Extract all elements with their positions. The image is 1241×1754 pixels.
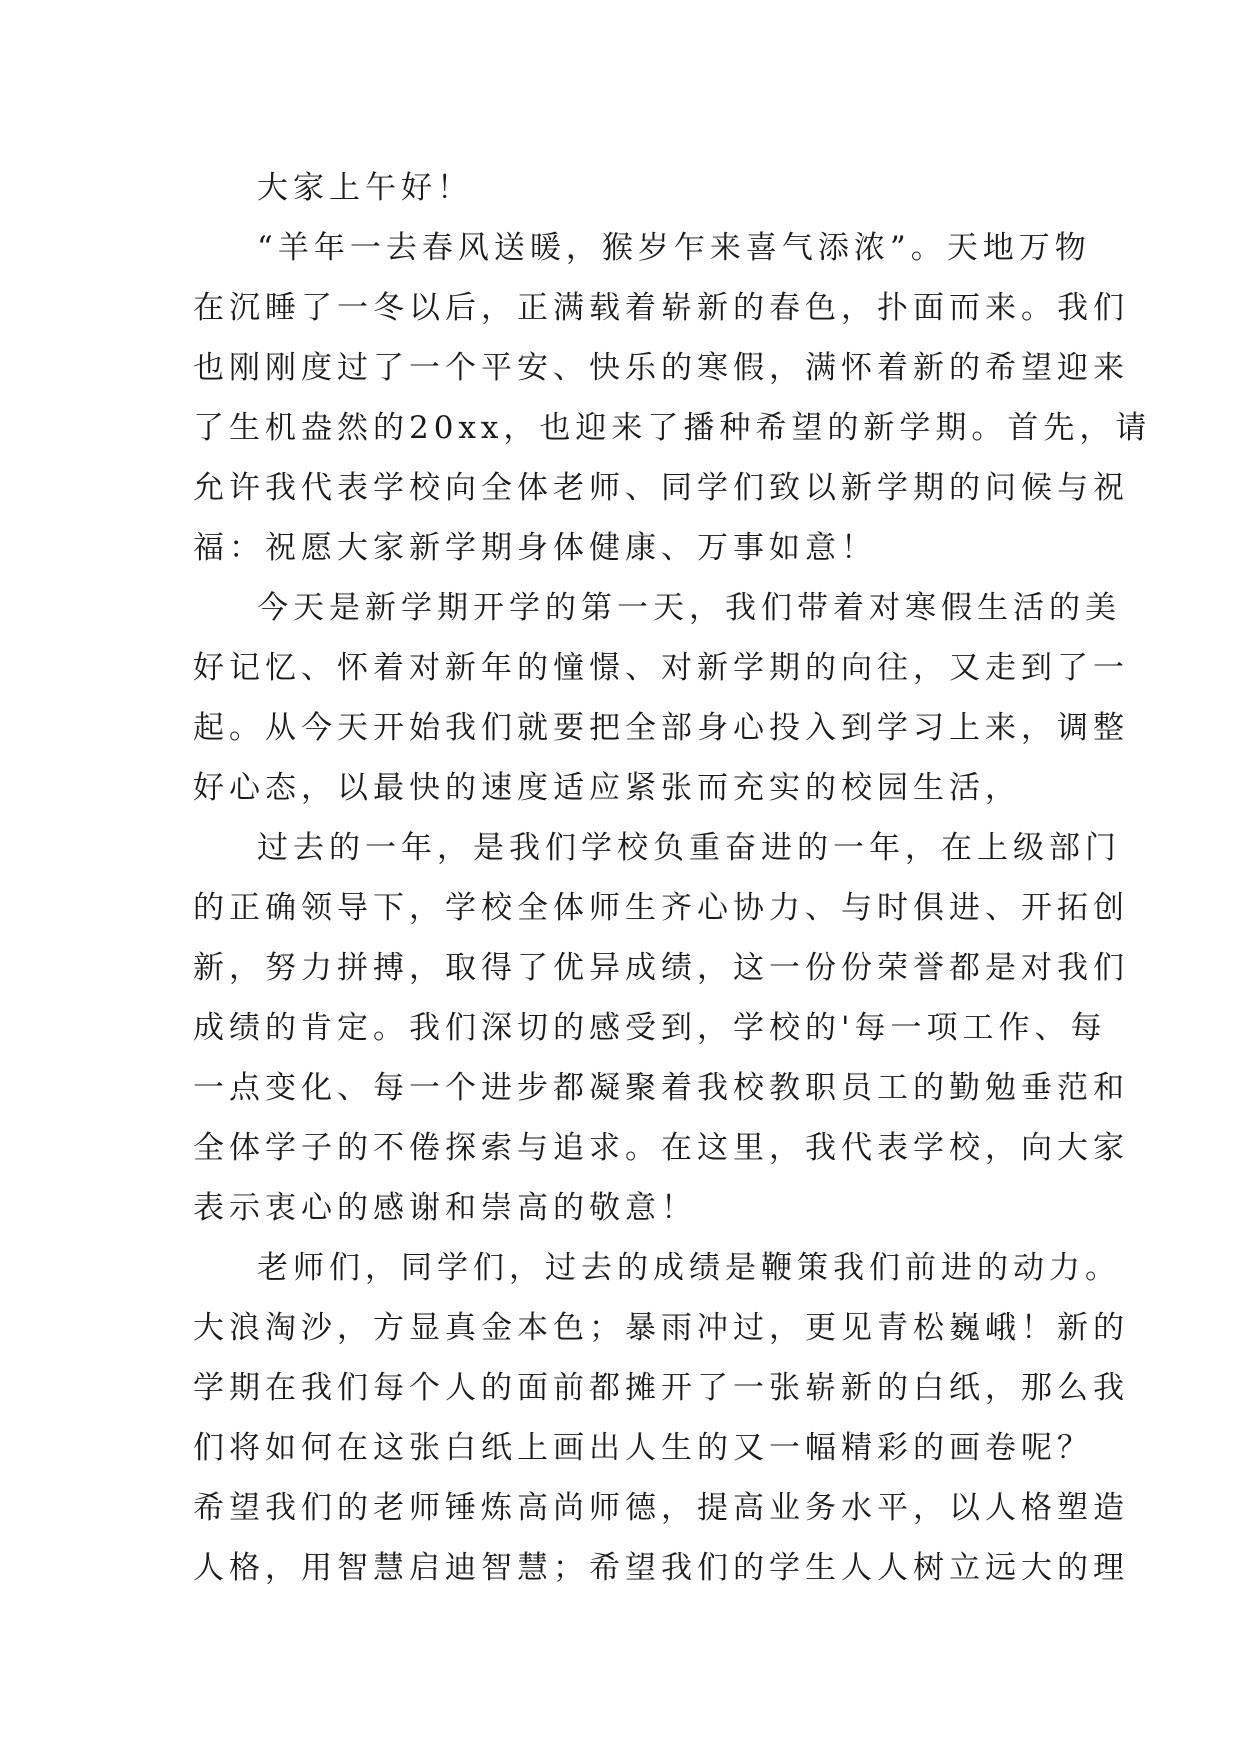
text-line: 在沉睡了一冬以后，正满载着崭新的春色，扑面而来。我们 xyxy=(193,290,1129,326)
text-line: 好心态，以最快的速度适应紧张而充实的校园生活， xyxy=(193,770,1021,806)
text-line: 表示衷心的感谢和崇高的敬意！ xyxy=(193,1190,697,1226)
paragraph-first-line: “羊年一去春风送暖，猴岁乍来喜气添浓”。天地万物 xyxy=(257,230,1091,266)
text-line: 了生机盎然的20xx，也迎来了播种希望的新学期。首先，请 xyxy=(193,410,1152,446)
paragraph-first-line: 过去的一年，是我们学校负重奋进的一年，在上级部门 xyxy=(257,830,1121,866)
text-line: 全体学子的不倦探索与追求。在这里，我代表学校，向大家 xyxy=(193,1130,1129,1166)
text-line: 起。从今天开始我们就要把全部身心投入到学习上来，调整 xyxy=(193,710,1129,746)
text-line: 希望我们的老师锤炼高尚师德，提高业务水平，以人格塑造 xyxy=(193,1490,1129,1526)
paragraph-first-line: 大家上午好！ xyxy=(257,170,473,206)
text-line: 们将如何在这张白纸上画出人生的又一幅精彩的画卷呢？ xyxy=(193,1430,1093,1466)
text-line: 允许我代表学校向全体老师、同学们致以新学期的问候与祝 xyxy=(193,470,1129,506)
paragraph-first-line: 老师们，同学们，过去的成绩是鞭策我们前进的动力。 xyxy=(257,1250,1121,1286)
text-line: 人格，用智慧启迪智慧；希望我们的学生人人树立远大的理 xyxy=(193,1550,1129,1586)
text-line: 成绩的肯定。我们深切的感受到，学校的'每一项工作、每 xyxy=(193,1010,1107,1046)
text-line: 的正确领导下，学校全体师生齐心协力、与时俱进、开拓创 xyxy=(193,890,1129,926)
speech-body xyxy=(193,158,1152,1598)
text-line: 大浪淘沙，方显真金本色；暴雨冲过，更见青松巍峨！新的 xyxy=(193,1310,1129,1346)
text-line: 好记忆、怀着对新年的憧憬、对新学期的向往，又走到了一 xyxy=(193,650,1129,686)
text-line: 也刚刚度过了一个平安、快乐的寒假，满怀着新的希望迎来 xyxy=(193,350,1129,386)
text-line: 福：祝愿大家新学期身体健康、万事如意！ xyxy=(193,530,877,566)
text-line: 一点变化、每一个进步都凝聚着我校教职员工的勤勉垂范和 xyxy=(193,1070,1129,1106)
text-line: 学期在我们每个人的面前都摊开了一张崭新的白纸，那么我 xyxy=(193,1370,1129,1406)
text-line: 新，努力拼搏，取得了优异成绩，这一份份荣誉都是对我们 xyxy=(193,950,1129,986)
paragraph-first-line: 今天是新学期开学的第一天，我们带着对寒假生活的美 xyxy=(257,590,1121,626)
